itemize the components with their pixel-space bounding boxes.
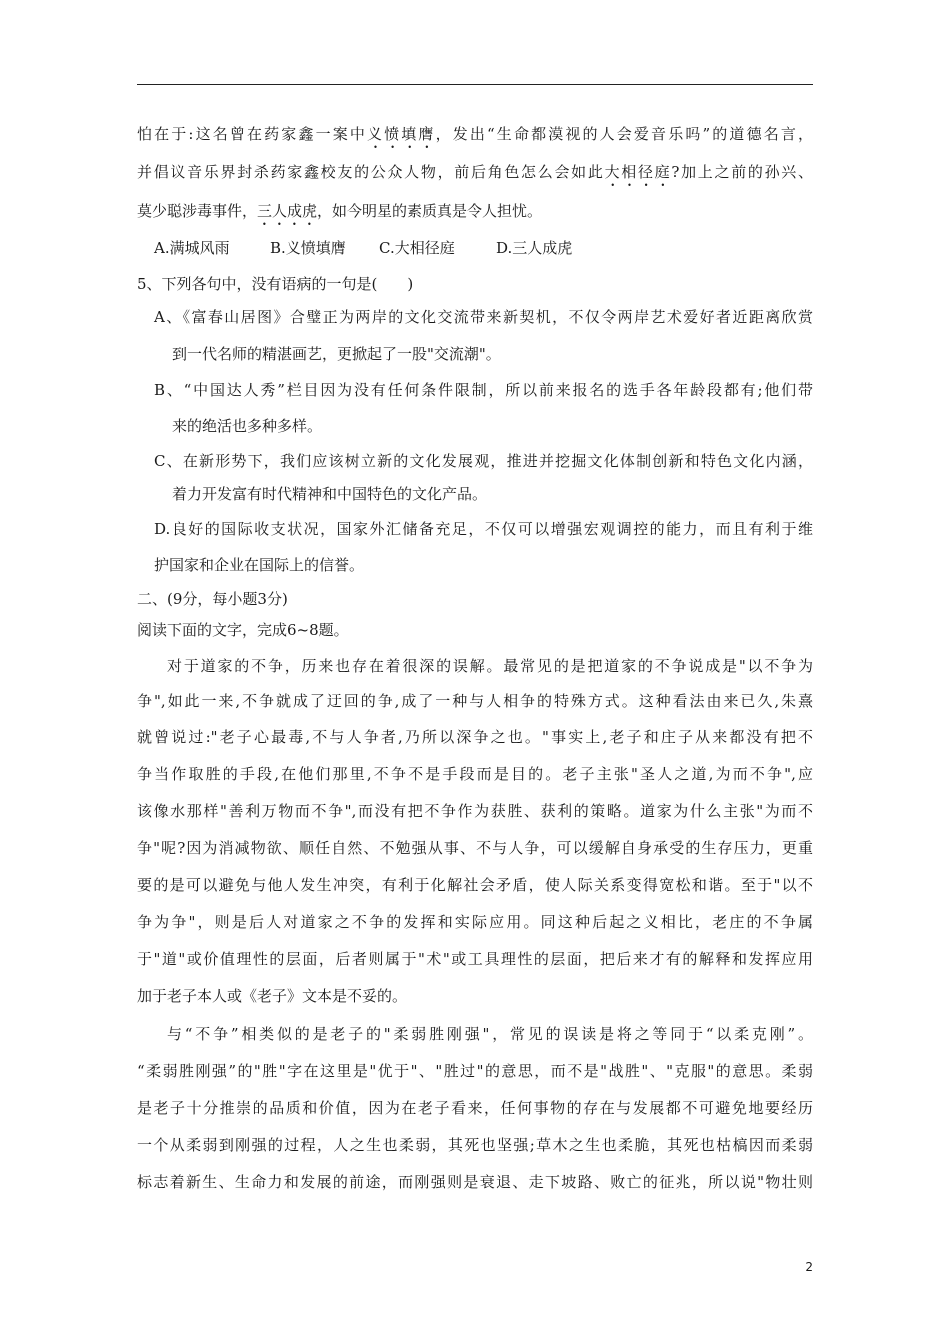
passage-p1-line-6: 争"呢?因为消减物欲、顺任自然、不勉强从事、不与人争，可以缓解自身承受的生存压力，更重 [137,839,813,857]
passage-p1-line-9: 于"道"或价值理性的层面，后者则属于"术"或工具理性的层面，把后来才有的解释和发挥应用 [137,950,813,968]
q4-option-c: C.大相径庭 [379,239,455,257]
q5-option-d-line-1: D.良好的国际收支状况，国家外汇储备充足，不仅可以增强宏观调控的能力，而且有利于维 [154,520,813,538]
passage-p2-line-3: 是老子十分推崇的品质和价值，因为在老子看来，任何事物的存在与发展都不可避免地要经历 [137,1099,813,1117]
passage-p2-line-4: 一个从柔弱到刚强的过程，人之生也柔弱，其死也坚强;草木之生也柔脆，其死也枯槁因而柔弱 [137,1136,813,1154]
section-heading: 二、(9分，每小题3分) [137,590,288,608]
passage-p1-line-4: 争当作取胜的手段,在他们那里,不争不是手段而是目的。老子主张"圣人之道,为而不争",应 [137,765,813,783]
passage-p1-line-7: 要的是可以避免与他人发生冲突，有利于化解社会矛盾，使人际关系变得宽松和谐。至于"以不 [137,876,813,894]
header-rule [137,84,813,85]
emphasized-idiom: 义愤填膺 [367,125,436,143]
passage-p2-line-2: “柔弱胜刚强”的"胜"字在这里是"优于"、"胜过"的意思，而不是"战胜"、"克服"的意思。柔弱 [137,1062,813,1080]
q5-stem: 5、下列各句中，没有语病的一句是( ) [137,275,414,293]
q5-option-b-line-1: B、“中国达人秀”栏目因为没有任何条件限制，所以前来报名的选手各年龄段都有;他们带 [154,381,813,399]
q5-option-a-line-2: 到一代名师的精湛画艺，更掀起了一股"交流潮"。 [172,345,501,363]
q5-option-a-line-1: A、《富春山居图》合璧正为两岸的文化交流带来新契机，不仅令两岸艺术爱好者近距离欣赏 [154,308,813,326]
q4-line-2: 并倡议音乐界封杀药家鑫校友的公众人物，前后角色怎么会如此大相径庭?加上之前的孙兴、 [137,163,813,181]
q4-option-b: B.义愤填膺 [270,239,346,257]
q5-option-b-line-2: 来的绝活也多种多样。 [172,417,323,435]
q5-option-c-line-2: 着力开发富有时代精神和中国特色的文化产品。 [172,485,488,503]
passage-p2-line-1: 与“不争”相类似的是老子的"柔弱胜刚强"，常见的误读是将之等同于“以柔克刚”。 [167,1025,813,1043]
q5-option-c-line-1: C、在新形势下，我们应该树立新的文化发展观，推进并挖掘文化体制创新和特色文化内涵， [154,452,813,470]
passage-p2-line-5: 标志着新生、生命力和发展的前途，而刚强则是衰退、走下坡路、败亡的征兆，所以说"物壮则 [137,1173,813,1191]
passage-p1-line-3: 就曾说过:"老子心最毒,不与人争者,乃所以深争之也。"事实上,老子和庄子从来都没有把不 [137,728,813,746]
q4-line-3: 莫少聪涉毒事件，三人成虎，如今明星的素质真是令人担忧。 [137,202,543,220]
q5-option-d-line-2: 护国家和企业在国际上的信誉。 [154,556,365,574]
emphasized-idiom: 三人成虎 [257,202,318,220]
passage-p1-line-8: 争为争"，则是后人对道家之不争的发挥和实际应用。同这种后起之义相比，老庄的不争属 [137,913,813,931]
q4-option-a: A.满城风雨 [154,239,230,257]
passage-p1-line-1: 对于道家的不争，历来也存在着很深的误解。最常见的是把道家的不争说成是"以不争为 [167,657,813,675]
q4-option-d: D.三人成虎 [496,239,573,257]
passage-p1-line-10: 加于老子本人或《老子》文本是不妥的。 [137,987,408,1005]
page-number: 2 [805,1260,813,1274]
reading-instruction: 阅读下面的文字，完成6~8题。 [137,621,349,639]
passage-p1-line-2: 争",如此一来,不争就成了迂回的争,成了一种与人相争的特殊方式。这种看法由来已久,朱熹 [137,692,813,710]
emphasized-idiom: 大相径庭 [604,163,672,181]
passage-p1-line-5: 该像水那样"善利万物而不争",而没有把不争作为获胜、获利的策略。道家为什么主张"为而不 [137,802,813,820]
q4-line-1: 怕在于:这名曾在药家鑫一案中义愤填膺，发出“生命都漠视的人会爱音乐吗”的道德名言， [137,125,813,143]
